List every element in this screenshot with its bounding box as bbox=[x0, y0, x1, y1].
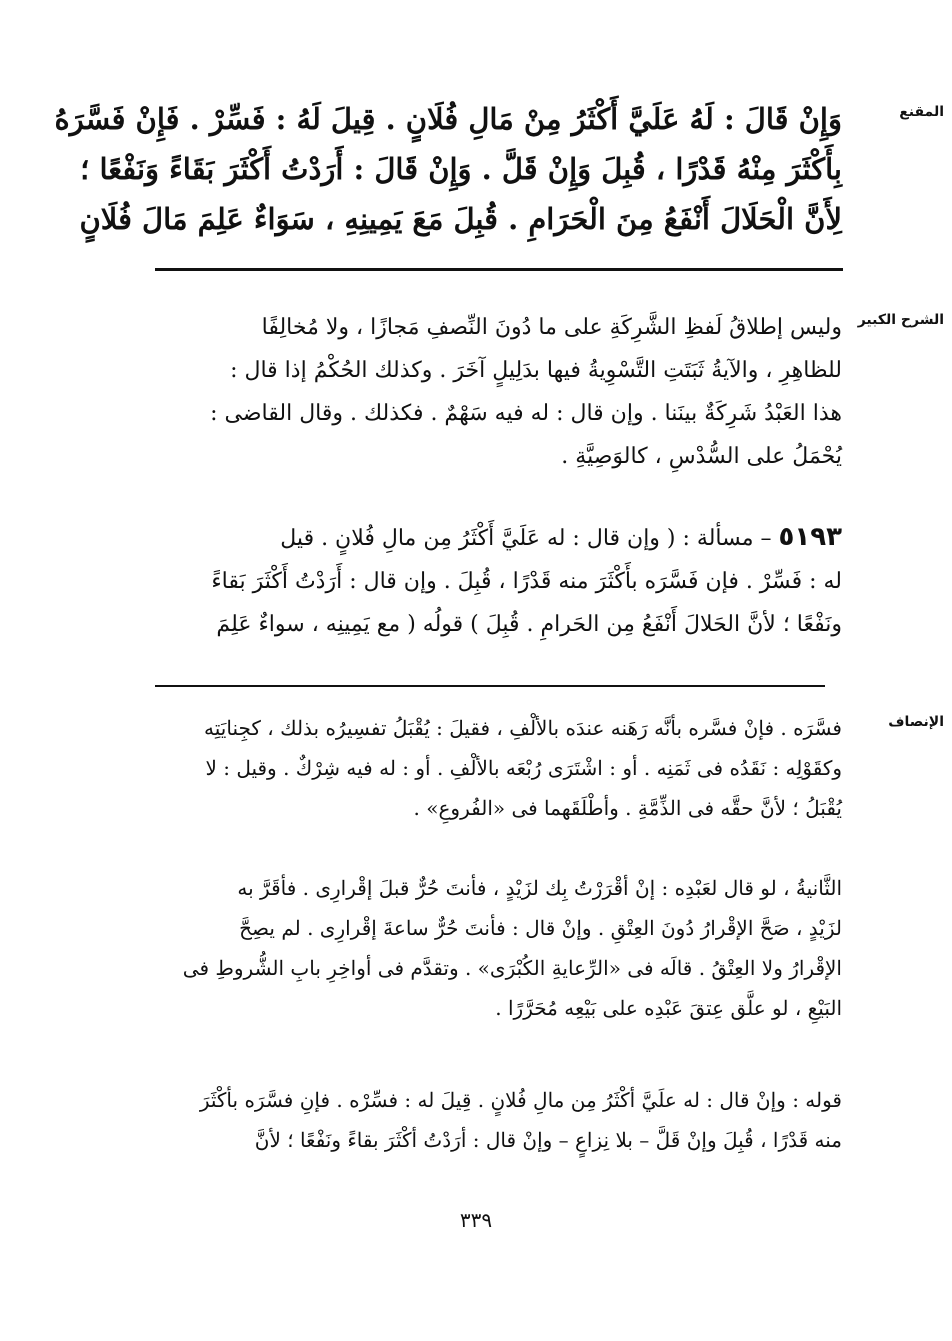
masala-number: ٥١٩٣ bbox=[778, 522, 842, 552]
sharh-line: للظاهِرِ ، والآيةُ ثَبَتَتِ التَّسْوِيةُ فيها بدَلِيلٍ آخَرَ . وكذلك الحُكْمُ إذا قال : bbox=[230, 358, 842, 383]
masala-line bbox=[152, 516, 842, 560]
insaf-third-text bbox=[152, 1080, 842, 1160]
label-sharh: الشرح الكبير bbox=[857, 312, 944, 328]
masala-text bbox=[152, 516, 842, 646]
sharh-line: يُحْمَلُ على السُّدْسِ ، كالوَصِيَّةِ . bbox=[561, 444, 842, 469]
insaf-second-text bbox=[152, 868, 842, 1028]
insaf-line: منه قَدْرًا ، قُبِلَ وإنْ قَلَّ – بلا نِزاعٍ – وإنْ قال : أرَدْتُ أكْثَرَ بقاءً ونَفْعًا ؛ لأنَّ bbox=[254, 1128, 842, 1152]
insaf-line: يُقْبَلُ ؛ لأنَّ حقَّه فى الذِّمَّةِ . وأطْلَقَهما فى «الفُروعِ» . bbox=[413, 796, 842, 820]
masala-line: ونَفْعًا ؛ لأنَّ الحَلالَ أَنْفَعُ مِن الحَرامِ . قُبِلَ ) قولُه ( مع يَمِينِه ، سواءٌ عَلِمَ bbox=[216, 612, 842, 637]
muqni-line: لِأَنَّ الْحَلَالَ أَنْفَعُ مِنَ الْحَرَامِ . قُبِلَ مَعَ يَمِينِهِ ، سَوَاءٌ عَلِمَ مَالَ فُلَانٍ bbox=[79, 202, 842, 236]
label-muqni: المقنع bbox=[899, 104, 944, 120]
insaf-line: الإقْرارُ ولا العِتْقُ . قالَه فى «الرِّعايةِ الكُبْرَى» . وتقدَّم فى أواخِرِ بابِ الشُّروطِ فى bbox=[182, 956, 842, 980]
insaf-text bbox=[152, 708, 842, 828]
page-number: ٣٣٩ bbox=[459, 1208, 493, 1232]
insaf-line: الثَّانيةُ ، لو قال لعَبْدِه : إنْ أقْرَرْتُ بِك لزَيْدٍ ، فأنتَ حُرٌّ قبلَ إقْرارِى . فأقَرَّ به bbox=[237, 876, 842, 900]
insaf-line: لزَيْدٍ ، صَحَّ الإقْرارُ دُونَ العِتْقِ . وإنْ قال : فأنتَ حُرٌّ ساعةَ إقْرارِى . لم يصِحَّ bbox=[239, 916, 842, 940]
muqni-line: وَإِنْ قَالَ : لَهُ عَلَيَّ أَكْثَرُ مِنْ مَالِ فُلَانٍ . قِيلَ لَهُ : فَسِّرْ . فَإِنْ فَسَّرَهُ bbox=[54, 102, 842, 136]
sharh-line: وليس إطلاقُ لَفظِ الشَّرِكَةِ على ما دُونَ النِّصفِ مَجازًا ، ولا مُخالِفًا bbox=[261, 315, 842, 340]
insaf-line: قوله : وإنْ قال : له علَيَّ أكْثَرُ مِن مالِ فُلانٍ . قِيلَ له : فسِّرْه . فإنِ فسَّرَه بأكْثَرَ bbox=[199, 1088, 842, 1112]
muqni-text bbox=[54, 94, 842, 244]
masala-line: له : فَسِّرْ . فإن فَسَّرَه بأَكْثَرَ منه قَدْرًا ، قُبِلَ . وإن قال : أَرَدْتُ أَكْثَرَ بَقاءً bbox=[211, 569, 842, 594]
separator-thin bbox=[155, 685, 825, 687]
insaf-line: البَيْعِ ، لو علَّق عِتقَ عَبْدِه على بَيْعِه مُحَرَّرًا . bbox=[495, 996, 842, 1020]
insaf-line: فسَّرَه . فإنْ فسَّره بأنَّه رَهَنه عندَه بالألْفِ ، فقيلَ : يُقْبَلُ تفسِيرُه بذلك ، كجِنايَتِه bbox=[204, 716, 842, 740]
masala-line-text: – مسألة : ( وإن قال : له عَلَيَّ أَكْثَرُ مِن مالِ فُلانٍ . قيل bbox=[280, 526, 772, 551]
sharh-text bbox=[152, 306, 842, 478]
sharh-line: هذا العَبْدُ شَرِكَةٌ بينَنا . وإن قال : له فيه سَهْمٌ . فكذلك . وقال القاضى : bbox=[210, 401, 842, 426]
muqni-line: بِأَكْثَرَ مِنْهُ قَدْرًا ، قُبِلَ وَإِنْ قَلَّ . وَإِنْ قَالَ : أَرَدْتُ أَكْثَرَ بَقَاءً وَنَفْعًا ؛ bbox=[80, 152, 842, 186]
separator-thick bbox=[155, 268, 843, 271]
insaf-line: وكقَوْلِه : نَقَدُه فى ثَمَنِه . أو : اشْتَرَى رُبْعَه بالألْفِ . أو : له فيه شِرْكٌ . وقيل : لا bbox=[205, 756, 842, 780]
label-insaf: الإنصاف bbox=[888, 714, 944, 730]
